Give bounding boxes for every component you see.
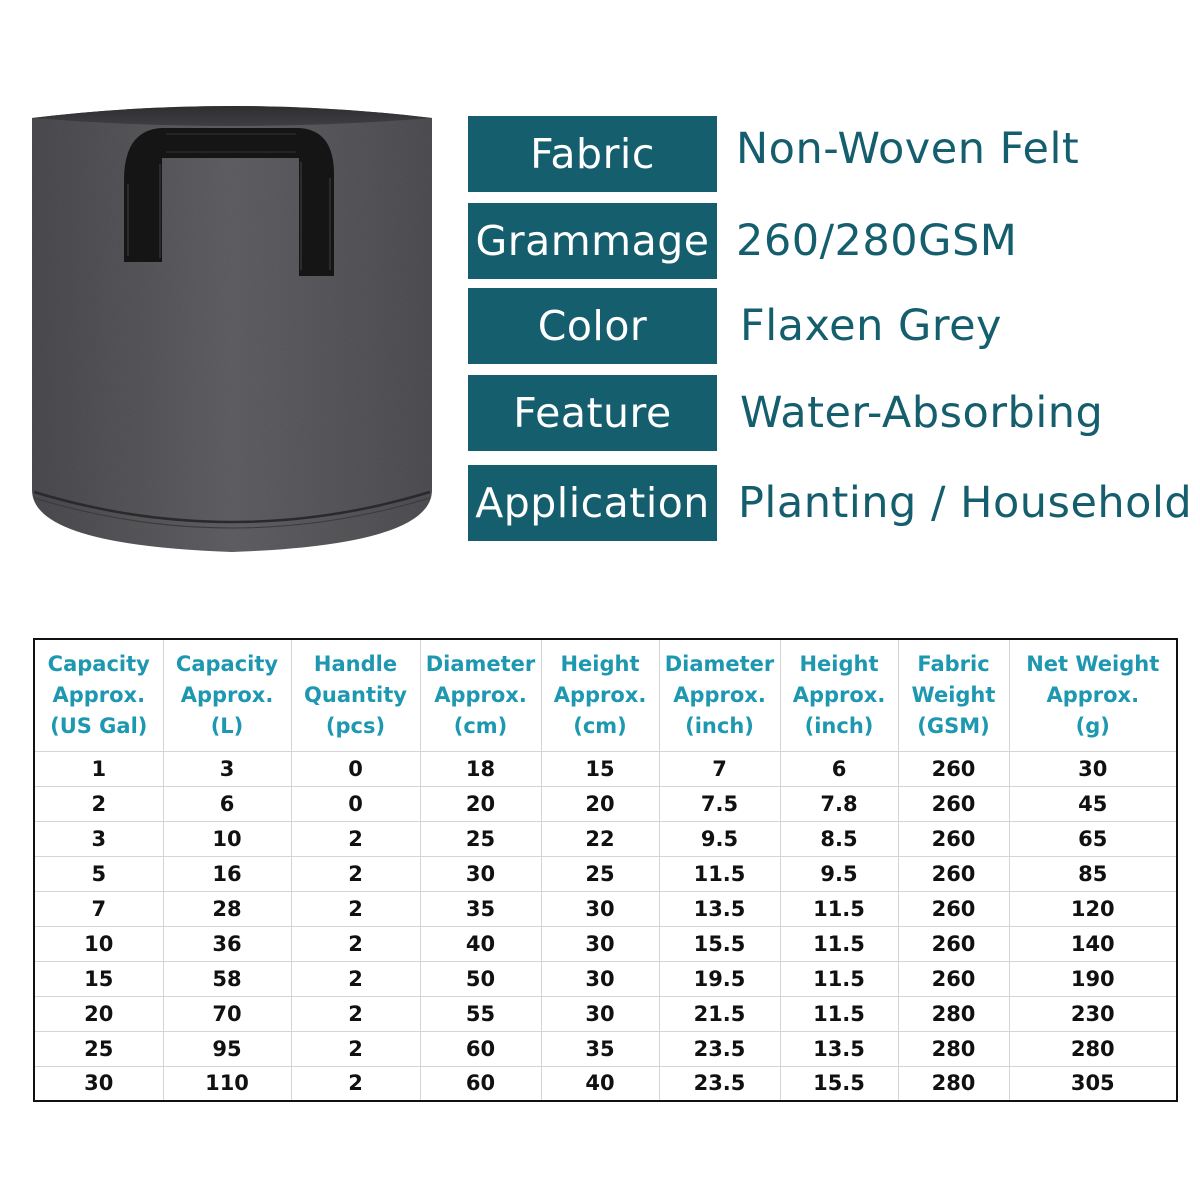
table-cell: 15 [541, 751, 659, 786]
table-cell: 25 [34, 1031, 163, 1066]
table-row [34, 891, 1177, 926]
table-cell: 10 [34, 926, 163, 961]
table-cell: 15 [34, 961, 163, 996]
table-cell: 305 [1009, 1066, 1177, 1101]
table-cell: 2 [291, 961, 420, 996]
table-cell: 0 [291, 751, 420, 786]
table-cell: 2 [34, 786, 163, 821]
column-header-line: Height [799, 651, 879, 676]
table-row [34, 786, 1177, 821]
table-body [34, 751, 1177, 1101]
table-cell: 30 [1009, 751, 1177, 786]
spec-label: Fabric [468, 116, 717, 192]
table-cell: 11.5 [780, 926, 898, 961]
table-cell: 11.5 [780, 996, 898, 1031]
table-cell: 25 [420, 821, 541, 856]
table-cell: 140 [1009, 926, 1177, 961]
table-cell: 30 [541, 961, 659, 996]
table-cell: 36 [163, 926, 291, 961]
table-cell: 0 [291, 786, 420, 821]
spec-row-feature [468, 375, 1188, 451]
table-cell: 16 [163, 856, 291, 891]
table-cell: 7.5 [659, 786, 780, 821]
table-cell: 2 [291, 821, 420, 856]
spec-row-fabric [468, 116, 1188, 192]
column-header [898, 639, 1009, 751]
column-header-line: (inch) [804, 713, 874, 738]
table-cell: 19.5 [659, 961, 780, 996]
spec-label: Application [468, 465, 717, 541]
table-cell: 9.5 [780, 856, 898, 891]
spec-value: Planting / Household [738, 478, 1193, 528]
column-header-line: (cm) [453, 713, 508, 738]
spec-label: Grammage [468, 203, 717, 279]
table-cell: 45 [1009, 786, 1177, 821]
column-header-line: Weight [911, 682, 996, 707]
spec-row-color [468, 288, 1188, 364]
table-row [34, 961, 1177, 996]
column-header-line: Capacity [47, 651, 150, 676]
table-cell: 11.5 [659, 856, 780, 891]
column-header-line: Fabric [917, 651, 990, 676]
column-header [541, 639, 659, 751]
table-cell: 2 [291, 1031, 420, 1066]
table-cell: 18 [420, 751, 541, 786]
size-table [33, 638, 1178, 1102]
spec-row-grammage [468, 203, 1188, 279]
column-header [163, 639, 291, 751]
table-cell: 95 [163, 1031, 291, 1066]
column-header-line: Net Weight [1026, 651, 1160, 676]
column-header-line: Approx. [180, 682, 274, 707]
table-cell: 85 [1009, 856, 1177, 891]
table-cell: 110 [163, 1066, 291, 1101]
table-cell: 1 [34, 751, 163, 786]
table-row [34, 856, 1177, 891]
column-header-line: Approx. [673, 682, 766, 707]
table-cell: 30 [420, 856, 541, 891]
table-row [34, 1031, 1177, 1066]
column-header-line: Capacity [175, 651, 279, 676]
column-header-line: Approx. [792, 682, 886, 707]
table-cell: 15.5 [780, 1066, 898, 1101]
column-header-line: Diameter [664, 651, 775, 676]
table-cell: 11.5 [780, 891, 898, 926]
table-row [34, 751, 1177, 786]
table-cell: 2 [291, 996, 420, 1031]
table-cell: 58 [163, 961, 291, 996]
table-cell: 21.5 [659, 996, 780, 1031]
table-cell: 25 [541, 856, 659, 891]
table-cell: 260 [898, 961, 1009, 996]
spec-label: Color [468, 288, 717, 364]
table-cell: 280 [898, 996, 1009, 1031]
table-cell: 9.5 [659, 821, 780, 856]
table-cell: 20 [541, 786, 659, 821]
column-header-line: (GSM) [917, 713, 990, 738]
table-cell: 280 [898, 1066, 1009, 1101]
table-cell: 2 [291, 926, 420, 961]
table-cell: 260 [898, 891, 1009, 926]
table-cell: 20 [420, 786, 541, 821]
table-row [34, 821, 1177, 856]
table-cell: 2 [291, 1066, 420, 1101]
column-header-line: Quantity [304, 682, 407, 707]
spec-row-application [468, 465, 1193, 541]
table-cell: 13.5 [659, 891, 780, 926]
table-cell: 230 [1009, 996, 1177, 1031]
column-header [34, 639, 163, 751]
grow-bag-image [28, 100, 436, 555]
table-cell: 190 [1009, 961, 1177, 996]
spec-value: Water-Absorbing [740, 388, 1104, 438]
column-header [420, 639, 541, 751]
column-header-line: Approx. [553, 682, 647, 707]
table-cell: 260 [898, 821, 1009, 856]
column-header [659, 639, 780, 751]
spec-value: 260/280GSM [736, 216, 1018, 266]
table-cell: 50 [420, 961, 541, 996]
spec-value: Flaxen Grey [740, 301, 1002, 351]
table-cell: 3 [163, 751, 291, 786]
table-cell: 23.5 [659, 1031, 780, 1066]
column-header-line: (L) [210, 713, 244, 738]
table-cell: 8.5 [780, 821, 898, 856]
table-cell: 60 [420, 1031, 541, 1066]
table-cell: 40 [541, 1066, 659, 1101]
table-cell: 23.5 [659, 1066, 780, 1101]
table-cell: 7 [659, 751, 780, 786]
spec-value: Non-Woven Felt [736, 124, 1080, 174]
table-cell: 260 [898, 856, 1009, 891]
table-cell: 120 [1009, 891, 1177, 926]
column-header-line: Approx. [52, 682, 146, 707]
column-header [1009, 639, 1177, 751]
table-cell: 60 [420, 1066, 541, 1101]
table-cell: 35 [420, 891, 541, 926]
column-header-line: Approx. [1046, 682, 1140, 707]
column-header-line: Approx. [434, 682, 527, 707]
table-cell: 15.5 [659, 926, 780, 961]
table-cell: 260 [898, 786, 1009, 821]
table-row [34, 926, 1177, 961]
table-cell: 28 [163, 891, 291, 926]
table-cell: 30 [541, 891, 659, 926]
column-header [291, 639, 420, 751]
column-header-line: Diameter [425, 651, 536, 676]
table-cell: 2 [291, 891, 420, 926]
table-cell: 40 [420, 926, 541, 961]
table-cell: 260 [898, 751, 1009, 786]
column-header-line: (US Gal) [50, 713, 148, 738]
table-cell: 55 [420, 996, 541, 1031]
column-header-line: (cm) [573, 713, 627, 738]
table-cell: 30 [541, 926, 659, 961]
column-header [780, 639, 898, 751]
column-header-line: Handle [313, 651, 398, 676]
table-cell: 260 [898, 926, 1009, 961]
table-cell: 11.5 [780, 961, 898, 996]
table-cell: 13.5 [780, 1031, 898, 1066]
table-cell: 7.8 [780, 786, 898, 821]
table-cell: 5 [34, 856, 163, 891]
table-cell: 280 [1009, 1031, 1177, 1066]
table-cell: 30 [34, 1066, 163, 1101]
column-header-line: (g) [1075, 713, 1110, 738]
table-cell: 10 [163, 821, 291, 856]
column-header-line: Height [560, 651, 640, 676]
column-header-line: (inch) [685, 713, 754, 738]
table-cell: 7 [34, 891, 163, 926]
table-row [34, 996, 1177, 1031]
table-cell: 3 [34, 821, 163, 856]
table-cell: 65 [1009, 821, 1177, 856]
table-cell: 280 [898, 1031, 1009, 1066]
table-cell: 35 [541, 1031, 659, 1066]
table-cell: 22 [541, 821, 659, 856]
table-cell: 6 [163, 786, 291, 821]
spec-label: Feature [468, 375, 717, 451]
table-cell: 70 [163, 996, 291, 1031]
table-cell: 6 [780, 751, 898, 786]
table-cell: 30 [541, 996, 659, 1031]
table-cell: 2 [291, 856, 420, 891]
table-row [34, 1066, 1177, 1101]
table-cell: 20 [34, 996, 163, 1031]
table-header-row [34, 639, 1177, 751]
column-header-line: (pcs) [325, 713, 386, 738]
